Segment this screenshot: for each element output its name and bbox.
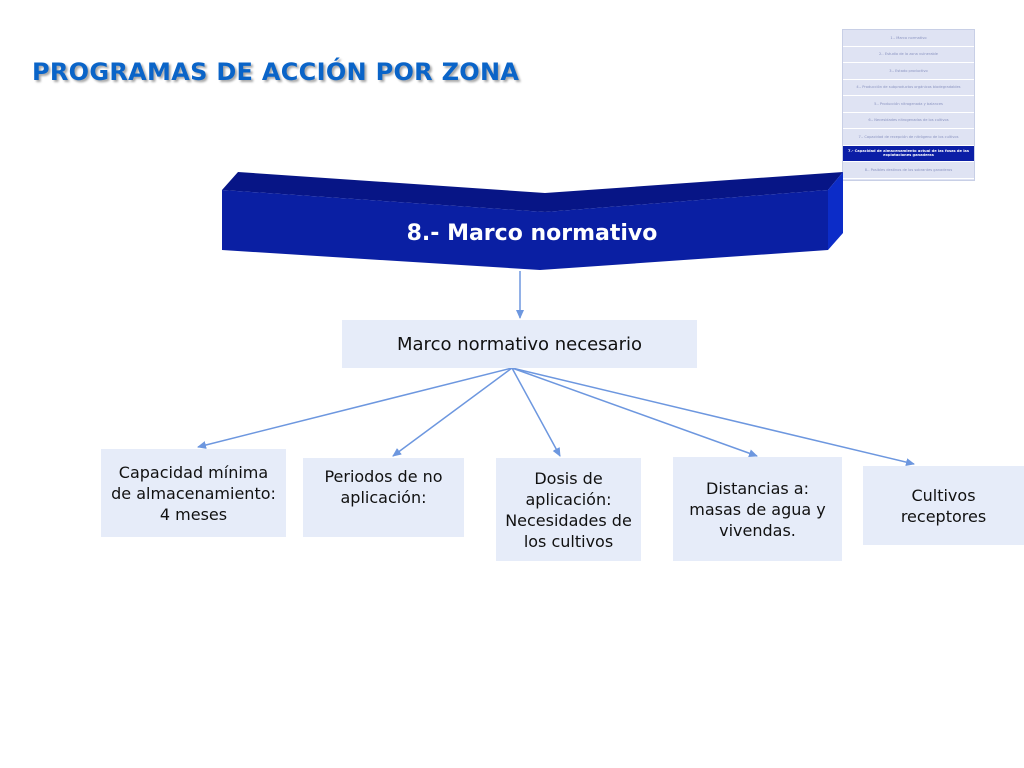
index-item-6: 6.- Necesidades nitrogenadas de los cultivos — [843, 113, 974, 130]
connector-main-to-child-4 — [512, 368, 757, 456]
heading-label: 8.- Marco normativo — [406, 220, 658, 246]
index-item-active: 7.- Capacidad de almacenamiento actual de las fosas de las explotaciones ganaderas — [843, 146, 974, 163]
child-node-receiving-crops: Cultivos receptores — [863, 466, 1024, 545]
page-title: PROGRAMAS DE ACCIÓN POR ZONA — [32, 58, 520, 86]
child-node-no-application-periods: Periodos de no aplicación: — [303, 458, 464, 537]
main-node: Marco normativo necesario — [342, 320, 697, 368]
child-node-application-dose: Dosis de aplicación: Necesidades de los cultivos — [496, 458, 641, 561]
index-item-1: 1.- Marco normativo — [843, 30, 974, 47]
child-node-distances: Distancias a: masas de agua y vivendas. — [673, 457, 842, 561]
index-item-9: 8.- Posibles destinos de los sobrantes ganaderos — [843, 162, 974, 179]
connector-main-to-child-2 — [393, 368, 512, 456]
index-item-2: 2.- Estudio de la zona vulnerable — [843, 47, 974, 64]
connector-main-to-child-1 — [198, 368, 512, 447]
connector-main-to-child-3 — [512, 368, 560, 456]
index-item-5: 5.- Producción nitrogenada y balances — [843, 96, 974, 113]
connector-main-to-child-5 — [512, 368, 914, 464]
index-item-3: 3.- Estado productivo — [843, 63, 974, 80]
child-node-storage-capacity: Capacidad mínima de almacenamiento: 4 meses — [101, 449, 286, 537]
index-item-7: 7.- Capacidad de recepción de nitrógeno de los cultivos — [843, 129, 974, 146]
index-item-4: 4.- Producción de subproductos orgánicos biodegradables — [843, 80, 974, 97]
